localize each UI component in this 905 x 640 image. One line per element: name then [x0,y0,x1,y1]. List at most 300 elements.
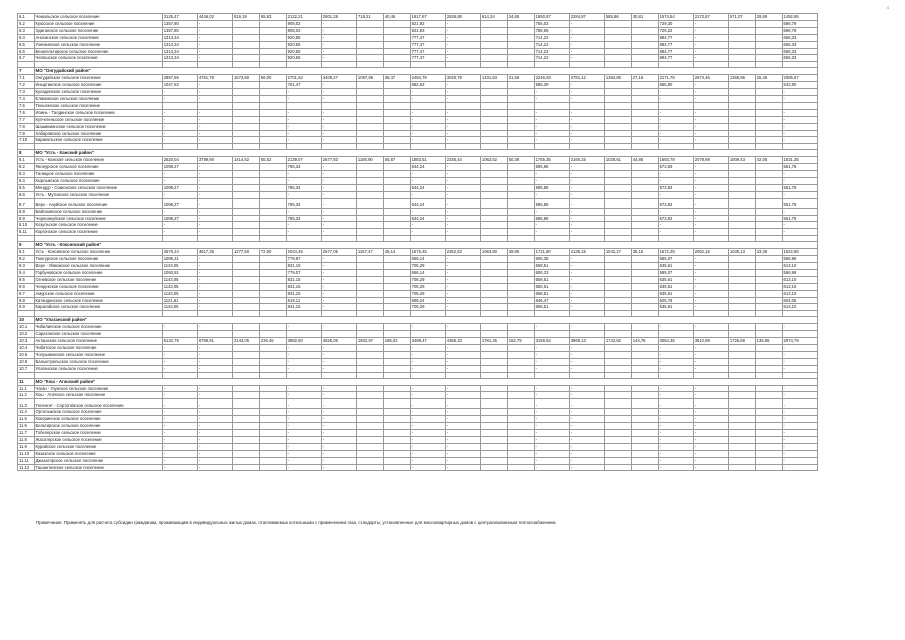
value-cell [631,263,658,270]
table-row [18,423,818,430]
settlement-name: Акташское сельское поселение [34,338,162,345]
value-cell: 1313,34 [162,48,197,55]
value-cell [232,385,259,392]
value-cell: - [197,82,232,89]
value-cell [604,123,631,130]
value-cell: 1047,63 [162,82,197,89]
value-cell [445,102,480,109]
value-cell: - [321,423,356,430]
value-cell [755,409,782,416]
value-cell [728,385,755,392]
value-cell [480,229,507,236]
value-cell: 658,51 [534,304,569,311]
value-cell: - [658,358,693,365]
settlement-name: Кош - Агачское сельское поселение [34,392,162,399]
value-cell [259,351,286,358]
value-cell: - [162,89,197,96]
value-cell: - [569,123,604,130]
value-cell [755,344,782,351]
value-cell: 1392,80 [604,75,631,82]
value-cell [755,27,782,34]
settlement-name: Усть - Мутинское сельское поселение [34,191,162,198]
row-number: 10.6 [18,358,35,365]
value-cell: 566,96 [782,256,817,263]
value-cell [383,297,410,304]
table-row [18,184,818,191]
value-cell [755,20,782,27]
value-cell [383,89,410,96]
value-cell [604,385,631,392]
value-cell: 2079,99 [693,157,728,164]
value-cell: 686,79 [782,20,817,27]
value-cell [480,351,507,358]
value-cell: - [197,436,232,443]
value-cell [356,256,383,263]
value-cell [480,109,507,116]
value-cell [480,256,507,263]
value-cell [604,95,631,102]
value-cell: 6759,91 [197,338,232,345]
settlement-name: Козульское сельское поселение [34,222,162,229]
value-cell: 656,33 [782,34,817,41]
value-cell: - [658,89,693,96]
value-cell: - [197,392,232,399]
value-cell: 571,07 [728,14,755,21]
value-cell: 920,55 [286,41,321,48]
value-cell: - [693,276,728,283]
value-cell: - [569,95,604,102]
value-cell: - [445,416,480,423]
settlement-name: Теленгит - Сортогойское сельское поселение [34,399,162,409]
value-cell [259,208,286,215]
row-number: 6.5 [18,41,35,48]
section-title: МО "Усть - Канский район" [34,150,817,157]
value-cell: 39,86 [507,249,534,256]
value-cell: 3498,47 [410,338,445,345]
value-cell [259,222,286,229]
value-cell [604,191,631,198]
value-cell [356,27,383,34]
row-number: 11.5 [18,416,35,423]
value-cell [604,276,631,283]
value-cell: - [534,208,569,215]
value-cell: - [410,416,445,423]
value-cell: 777,47 [410,55,445,62]
value-cell: - [569,164,604,171]
value-cell: 1035,13 [728,249,755,256]
value-cell: 696,79 [782,27,817,34]
value-cell: - [410,137,445,144]
row-number: 11.1 [18,385,35,392]
value-cell [259,215,286,222]
value-cell [507,392,534,399]
value-cell: - [693,27,728,34]
value-cell: - [782,423,817,430]
value-cell [383,95,410,102]
value-cell [507,164,534,171]
value-cell [728,256,755,263]
value-cell: - [321,399,356,409]
value-cell [507,41,534,48]
value-cell [356,215,383,222]
value-cell [259,416,286,423]
value-cell: 44,86 [631,157,658,164]
value-cell [755,82,782,89]
value-cell [693,331,728,338]
value-cell: 644,24 [410,184,445,191]
value-cell: 785,34 [286,215,321,222]
value-cell [631,198,658,208]
value-cell [383,457,410,464]
value-cell [631,184,658,191]
row-number: 9.3 [18,263,35,270]
value-cell [259,229,286,236]
value-cell: - [162,450,197,457]
value-cell [755,55,782,62]
footnote: Примечание: Применять для расчета субсидии гражданам, проживающим в индивидуальных жилых домах, отапливаемых котельными с применением газа, стандарты, установленные для многоквартирных домов с централизованным теплоснабжением. [36,520,557,525]
value-cell [232,55,259,62]
value-cell [356,208,383,215]
value-cell [321,331,356,338]
value-cell [534,102,569,109]
value-cell: - [658,109,693,116]
value-cell: - [410,130,445,137]
value-cell: 144,76 [631,338,658,345]
value-cell: - [693,324,728,331]
value-cell: - [445,89,480,96]
value-cell: 714,22 [534,55,569,62]
value-cell: - [321,358,356,365]
value-cell [383,436,410,443]
value-cell [356,269,383,276]
value-cell: - [286,208,321,215]
value-cell [232,27,259,34]
settlement-name: Балыктуюльское сельское поселение [34,358,162,365]
value-cell: - [410,109,445,116]
value-cell: 613,10 [782,290,817,297]
value-cell: - [162,365,197,372]
value-cell [480,324,507,331]
value-cell: 4825,06 [321,338,356,345]
value-cell: - [534,137,569,144]
value-cell [383,171,410,178]
value-cell: - [569,89,604,96]
value-cell [604,443,631,450]
value-cell: - [658,351,693,358]
value-cell: 2781,12 [569,75,604,82]
table-row [18,385,818,392]
value-cell: 2136,15 [569,249,604,256]
value-cell [383,256,410,263]
value-cell: - [445,137,480,144]
value-cell: 1574,54 [658,14,693,21]
value-cell [259,198,286,208]
value-cell [259,20,286,27]
value-cell: 2620,04 [162,157,197,164]
value-cell: 785,34 [286,184,321,191]
value-cell: 566,96 [782,269,817,276]
value-cell: - [693,365,728,372]
value-cell: 819,19 [232,14,259,21]
value-cell [356,55,383,62]
value-cell: 3617,35 [197,249,232,256]
settlement-name: Каракольское сельское поселение [34,137,162,144]
value-cell: 29,89 [755,14,782,21]
value-cell: - [534,385,569,392]
value-cell [259,283,286,290]
value-cell: - [197,269,232,276]
value-cell [604,269,631,276]
table-row [18,276,818,283]
value-cell [728,229,755,236]
value-cell: 3409,27 [321,75,356,82]
value-cell: - [445,450,480,457]
value-cell [356,416,383,423]
value-cell: 705,29 [410,276,445,283]
value-cell: - [321,290,356,297]
value-cell [383,116,410,123]
value-cell [631,171,658,178]
value-cell: - [162,130,197,137]
value-cell: - [534,95,569,102]
value-cell [259,365,286,372]
value-cell [232,457,259,464]
value-cell: - [569,276,604,283]
value-cell [232,304,259,311]
value-cell: 635,61 [658,283,693,290]
value-cell [480,430,507,437]
value-cell [480,297,507,304]
settlement-name: Бешпельтирское сельское поселение [34,48,162,55]
value-cell [728,34,755,41]
value-cell: 2171,78 [658,75,693,82]
value-cell: 35,15 [631,249,658,256]
value-cell [507,130,534,137]
value-cell [507,34,534,41]
value-cell [604,344,631,351]
value-cell: - [410,457,445,464]
value-cell: - [445,399,480,409]
value-cell: - [445,256,480,263]
value-cell: - [693,344,728,351]
value-cell: 729,22 [658,27,693,34]
value-cell: 698,24 [410,297,445,304]
value-cell: - [534,324,569,331]
value-cell [259,109,286,116]
value-cell: - [197,399,232,409]
value-cell [728,82,755,89]
value-cell: 565,80 [658,82,693,89]
section-row [18,242,818,249]
value-cell: - [569,351,604,358]
value-cell: 573,83 [658,164,693,171]
value-cell [569,102,604,109]
value-cell [356,365,383,372]
value-cell [604,34,631,41]
value-cell: - [445,423,480,430]
value-cell: 573,83 [658,215,693,222]
value-cell: - [569,208,604,215]
value-cell: 1157,47 [356,249,383,256]
value-cell: 1042,27 [604,249,631,256]
value-cell: - [410,392,445,399]
value-cell: 714,22 [534,34,569,41]
value-cell [480,137,507,144]
value-cell [259,256,286,263]
value-cell: - [534,409,569,416]
value-cell: 718,21 [356,14,383,21]
value-cell: - [286,416,321,423]
value-cell: - [321,171,356,178]
value-cell [356,331,383,338]
value-cell: - [321,283,356,290]
value-cell [259,34,286,41]
row-number: 10.1 [18,324,35,331]
value-cell: 656,33 [782,48,817,55]
value-cell [604,283,631,290]
value-cell: - [197,464,232,471]
value-cell [631,399,658,409]
value-cell [782,331,817,338]
value-cell [232,392,259,399]
value-cell: - [286,392,321,399]
value-cell [232,276,259,283]
row-number: 10.3 [18,338,35,345]
row-number: 11.10 [18,450,35,457]
value-cell [604,392,631,399]
value-cell: - [782,399,817,409]
value-cell [232,324,259,331]
table-row [18,27,818,34]
value-cell [604,20,631,27]
value-cell: 2494,79 [410,75,445,82]
value-cell: - [162,392,197,399]
value-cell: - [197,130,232,137]
value-cell [356,137,383,144]
value-cell: - [693,137,728,144]
value-cell [604,358,631,365]
value-cell [480,215,507,222]
value-cell: - [445,123,480,130]
row-number: 11.4 [18,409,35,416]
value-cell: 755,03 [534,20,569,27]
value-cell [356,290,383,297]
value-cell [631,82,658,89]
table-row [18,409,818,416]
value-cell [507,385,534,392]
value-cell [755,109,782,116]
value-cell [383,450,410,457]
row-number: 7.8 [18,123,35,130]
value-cell [383,385,410,392]
value-cell: 42,05 [755,157,782,164]
value-cell: - [658,392,693,399]
value-cell [507,20,534,27]
value-cell [232,399,259,409]
value-cell: - [286,358,321,365]
value-cell: - [197,41,232,48]
value-cell: - [693,171,728,178]
value-cell: 920,55 [286,55,321,62]
value-cell: - [658,423,693,430]
value-cell [728,27,755,34]
value-cell: 821,93 [410,27,445,34]
row-number: 6.3 [18,27,35,34]
value-cell [356,102,383,109]
value-cell: - [569,41,604,48]
value-cell [755,171,782,178]
value-cell: - [321,55,356,62]
value-cell: - [410,430,445,437]
value-cell: 644,24 [410,198,445,208]
value-cell [755,256,782,263]
value-cell: 605,38 [534,256,569,263]
value-cell [356,385,383,392]
value-cell [259,443,286,450]
value-cell: - [197,365,232,372]
value-cell: 72,50 [259,249,286,256]
value-cell: - [693,416,728,423]
value-cell: - [569,290,604,297]
table-row [18,109,818,116]
value-cell [604,430,631,437]
value-cell: - [162,191,197,198]
value-cell: - [569,184,604,191]
value-cell: - [410,208,445,215]
value-cell: - [197,423,232,430]
value-cell: - [321,137,356,144]
value-cell [383,416,410,423]
value-cell: - [410,464,445,471]
value-cell: 1875,45 [410,249,445,256]
value-cell: - [693,399,728,409]
value-cell [410,102,445,109]
value-cell: - [658,409,693,416]
value-cell [631,269,658,276]
value-cell: - [782,365,817,372]
value-cell [631,256,658,263]
value-cell [259,48,286,55]
value-cell: 666,14 [410,269,445,276]
value-cell [507,416,534,423]
value-cell [480,123,507,130]
value-cell: - [445,365,480,372]
value-cell [658,102,693,109]
value-cell [631,208,658,215]
value-cell: - [534,392,569,399]
value-cell [356,351,383,358]
settlement-name: Чибилинское сельское поселение [34,324,162,331]
value-cell: - [197,358,232,365]
value-cell [259,358,286,365]
value-cell: 604,05 [782,297,817,304]
row-number: 6.4 [18,34,35,41]
value-cell: 1143,05 [162,304,197,311]
value-cell [755,436,782,443]
value-cell: - [569,450,604,457]
value-cell: - [445,48,480,55]
value-cell: - [197,89,232,96]
value-cell: 658,51 [534,283,569,290]
value-cell: 1313,34 [162,55,197,62]
value-cell [728,365,755,372]
value-cell [232,269,259,276]
value-cell [631,137,658,144]
value-cell [356,443,383,450]
value-cell [728,344,755,351]
settlement-name: Горбуновское сельское поселение [34,269,162,276]
value-cell [755,423,782,430]
